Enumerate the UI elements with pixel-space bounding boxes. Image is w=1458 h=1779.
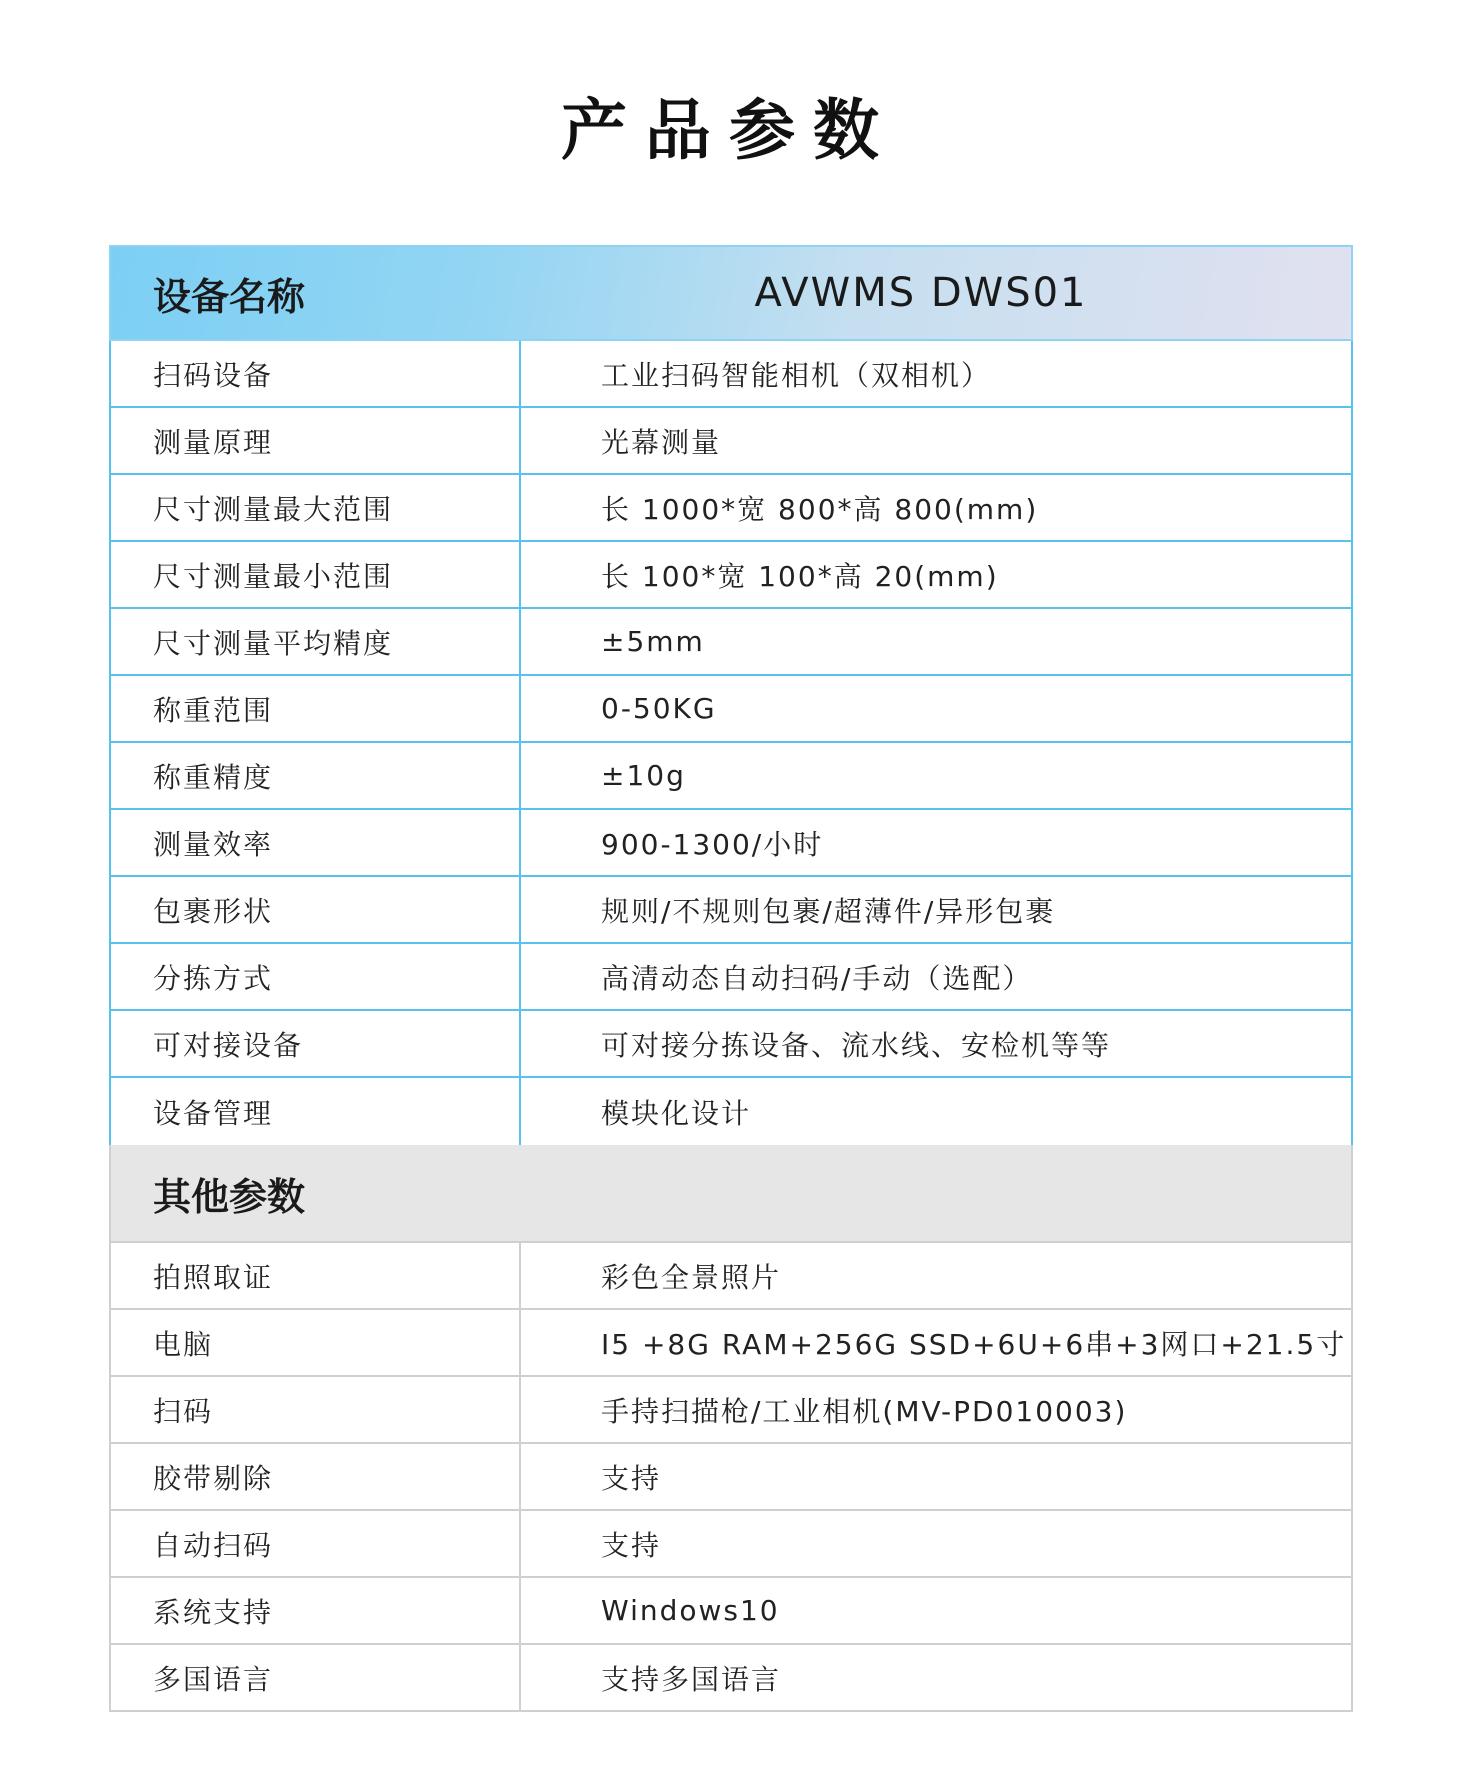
table-row	[109, 408, 1353, 475]
device-name-label: 设备名称	[153, 274, 306, 319]
row-label: 测量原理	[111, 408, 521, 473]
row-label: 扫码设备	[111, 341, 521, 406]
row-value: 0-50KG	[601, 692, 717, 725]
row-label: 设备管理	[111, 1078, 521, 1145]
table-row	[109, 1078, 1353, 1145]
row-value: 模块化设计	[601, 1096, 752, 1130]
row-value: 工业扫码智能相机（双相机）	[601, 358, 992, 392]
row-label: 尺寸测量最小范围	[111, 542, 521, 607]
row-value: I5 +8G RAM+256G SSD+6U+6串+3网口+21.5寸	[601, 1327, 1347, 1361]
table-row	[109, 1578, 1353, 1645]
other-spec-rows	[109, 1241, 1353, 1712]
row-label: 扫码	[111, 1377, 521, 1442]
row-value: 光幕测量	[601, 425, 722, 459]
row-value: 高清动态自动扫码/手动（选配）	[601, 961, 1033, 995]
row-label: 自动扫码	[111, 1511, 521, 1576]
device-name-header	[109, 245, 1353, 341]
row-value: 长 100*宽 100*高 20(mm)	[601, 559, 999, 593]
row-value: ±5mm	[601, 625, 705, 658]
row-label: 电脑	[111, 1310, 521, 1375]
row-label: 测量效率	[111, 810, 521, 875]
other-params-header	[109, 1145, 1353, 1241]
table-row	[109, 877, 1353, 944]
row-label: 可对接设备	[111, 1011, 521, 1076]
table-row	[109, 609, 1353, 676]
row-value: 支持	[601, 1528, 662, 1562]
table-row	[109, 475, 1353, 542]
row-label: 多国语言	[111, 1645, 521, 1710]
row-value: 支持	[601, 1461, 662, 1495]
row-value: Windows10	[601, 1594, 780, 1627]
row-label: 尺寸测量平均精度	[111, 609, 521, 674]
device-name-value: AVWMS DWS01	[754, 270, 1088, 316]
row-value: 规则/不规则包裹/超薄件/异形包裹	[601, 894, 1056, 928]
table-row	[109, 1511, 1353, 1578]
page-title: 产品参数	[561, 92, 897, 169]
spec-table	[109, 245, 1353, 1712]
row-label: 系统支持	[111, 1578, 521, 1643]
row-value: 可对接分拣设备、流水线、安检机等等	[601, 1028, 1112, 1062]
row-label: 包裹形状	[111, 877, 521, 942]
row-value: 支持多国语言	[601, 1662, 782, 1696]
row-label: 称重范围	[111, 676, 521, 741]
row-value: 彩色全景照片	[601, 1260, 782, 1294]
row-label: 分拣方式	[111, 944, 521, 1009]
row-value: ±10g	[601, 759, 686, 792]
row-value: 手持扫描枪/工业相机(MV-PD010003)	[601, 1394, 1128, 1428]
table-row	[109, 743, 1353, 810]
table-row	[109, 944, 1353, 1011]
row-value: 长 1000*宽 800*高 800(mm)	[601, 492, 1039, 526]
table-row	[109, 1444, 1353, 1511]
row-label: 称重精度	[111, 743, 521, 808]
table-row	[109, 1243, 1353, 1310]
row-value: 900-1300/小时	[601, 827, 824, 861]
other-params-label: 其他参数	[153, 1174, 306, 1219]
table-row	[109, 341, 1353, 408]
table-row	[109, 1011, 1353, 1078]
table-row	[109, 1377, 1353, 1444]
table-row	[109, 1645, 1353, 1712]
table-row	[109, 676, 1353, 743]
row-label: 尺寸测量最大范围	[111, 475, 521, 540]
table-row	[109, 542, 1353, 609]
table-row	[109, 1310, 1353, 1377]
row-label: 胶带剔除	[111, 1444, 521, 1509]
main-spec-rows	[109, 341, 1353, 1145]
table-row	[109, 810, 1353, 877]
row-label: 拍照取证	[111, 1243, 521, 1308]
